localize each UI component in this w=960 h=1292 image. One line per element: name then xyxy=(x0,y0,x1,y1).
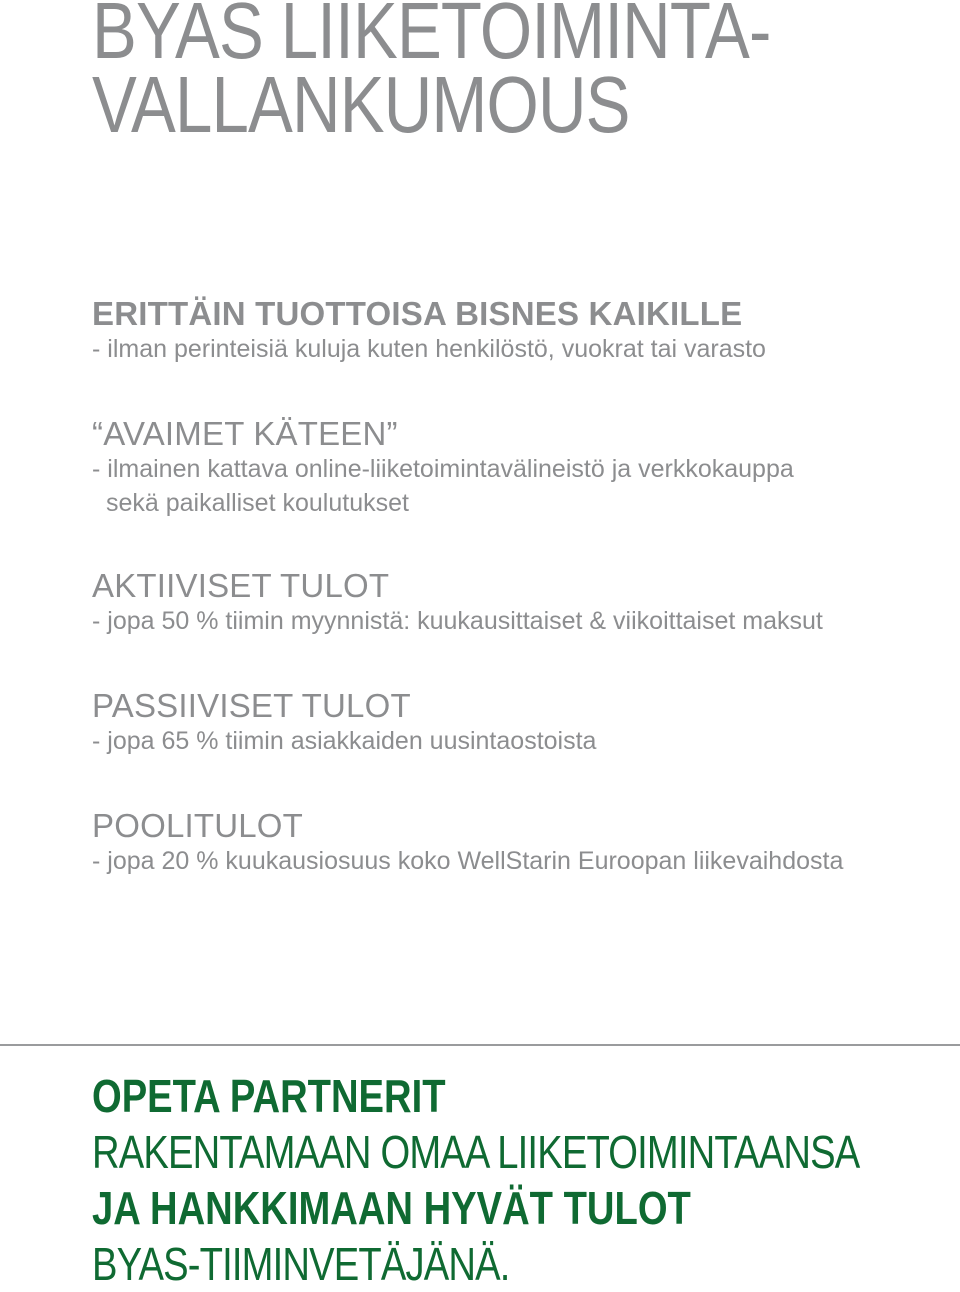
feature-description-line: - jopa 50 % tiimin myynnistä: kuukausittaiset & viikoittaiset maksut xyxy=(92,607,823,635)
cta-line-4: BYAS-TIIMINVETÄJÄNÄ. xyxy=(92,1238,510,1290)
feature-description-line: - ilmainen kattava online-liiketoimintavälineistö ja verkkokauppa xyxy=(92,455,794,483)
feature-description xyxy=(92,844,952,878)
feature-heading: PASSIIVISET TULOT xyxy=(92,687,411,724)
cta-line-1: OPETA PARTNERIT xyxy=(92,1070,446,1122)
feature-description-line: - jopa 65 % tiimin asiakkaiden uusintaostoista xyxy=(92,727,597,755)
feature-heading: ERITTÄIN TUOTTOISA BISNES KAIKILLE xyxy=(92,295,743,332)
section-divider xyxy=(0,1044,960,1046)
feature-description xyxy=(92,332,952,366)
title-line-1: BYAS LIIKETOIMINTA- xyxy=(92,0,771,75)
feature-item xyxy=(92,296,952,366)
feature-item xyxy=(92,688,952,758)
feature-description-line: - jopa 20 % kuukausiosuus koko WellStarin Euroopan liikevaihdosta xyxy=(92,847,844,875)
feature-item xyxy=(92,808,952,878)
feature-description xyxy=(92,452,952,520)
feature-heading: POOLITULOT xyxy=(92,807,304,844)
title-line-2: VALLANKUMOUS xyxy=(92,60,630,149)
page-title xyxy=(92,0,771,149)
call-to-action xyxy=(92,1068,952,1292)
feature-description xyxy=(92,604,952,638)
cta-line-3: JA HANKKIMAAN HYVÄT TULOT xyxy=(92,1182,691,1234)
feature-description-line: - ilman perinteisiä kuluja kuten henkilöstö, vuokrat tai varasto xyxy=(92,335,766,363)
feature-heading: AKTIIVISET TULOT xyxy=(92,567,390,604)
feature-heading: “AVAIMET KÄTEEN” xyxy=(92,415,398,452)
feature-description-line: sekä paikalliset koulutukset xyxy=(106,489,409,517)
feature-description xyxy=(92,724,952,758)
feature-item xyxy=(92,416,952,520)
feature-item xyxy=(92,568,952,638)
cta-line-2: RAKENTAMAAN OMAA LIIKETOIMINTAANSA xyxy=(92,1126,860,1178)
